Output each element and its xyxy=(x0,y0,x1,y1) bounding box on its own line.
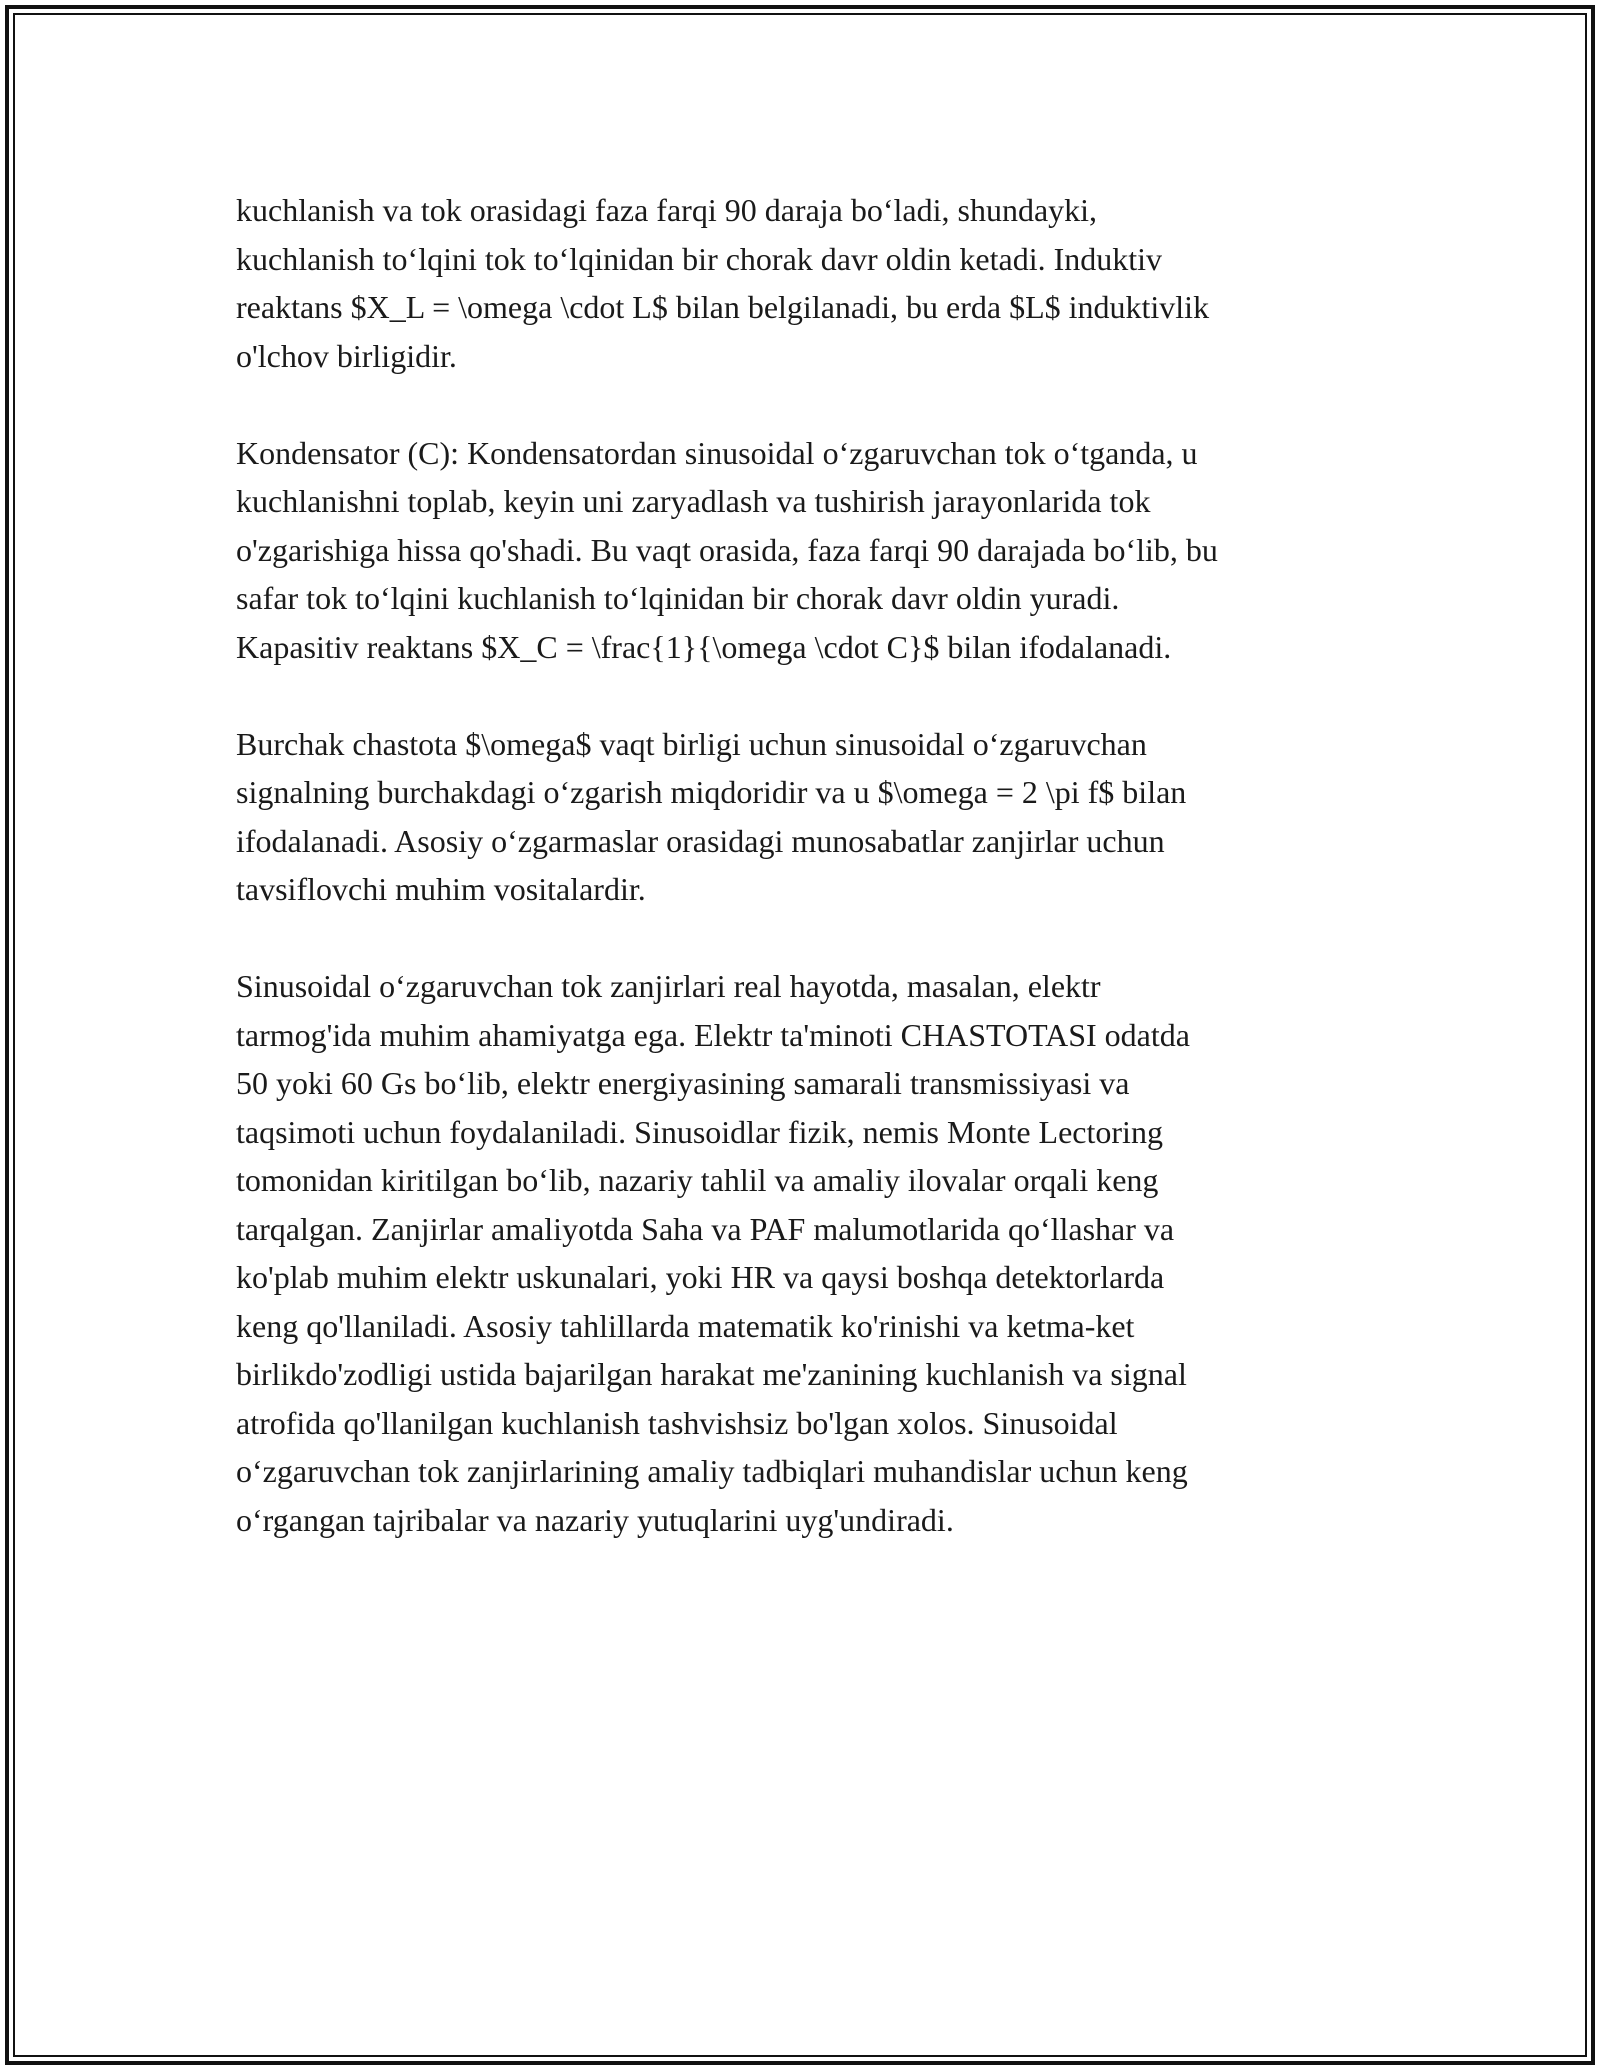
text-line: kuchlanish to‘lqini tok to‘lqinidan bir chorak davr oldin ketadi. Induktiv xyxy=(236,240,1163,277)
text-line: o'lchov birligidir. xyxy=(236,337,457,374)
paragraph-3 xyxy=(236,720,1366,914)
text-line: tarmog'ida muhim ahamiyatga ega. Elektr ta'minoti CHASTOTASI odatda xyxy=(236,1016,1190,1053)
text-line: Burchak chastota $\omega$ vaqt birligi uchun sinusoidal o‘zgaruvchan xyxy=(236,725,1147,762)
paragraph-2 xyxy=(236,429,1366,672)
text-line: tavsiflovchi muhim vositalardir. xyxy=(236,871,646,907)
text-line: atrofida qo'llanilgan kuchlanish tashvishsiz bo'lgan xolos. Sinusoidal xyxy=(236,1404,1118,1441)
text-line: Kondensator (C): Kondensatordan sinusoidal o‘zgaruvchan tok o‘tganda, u xyxy=(236,434,1198,471)
text-line: kuchlanish va tok orasidagi faza farqi 90 daraja bo‘ladi, shundayki, xyxy=(236,192,1098,228)
text-line: safar tok to‘lqini kuchlanish to‘lqinidan bir chorak davr oldin yuradi. xyxy=(236,580,1120,616)
document-body xyxy=(236,186,1366,1593)
paragraph-1 xyxy=(236,186,1366,380)
text-line: reaktans $X_L = \omega \cdot L$ bilan belgilanadi, bu erda $L$ induktivlik xyxy=(236,289,1210,325)
text-line: ifodalanadi. Asosiy o‘zgarmaslar orasidagi munosabatlar zanjirlar uchun xyxy=(236,822,1165,859)
text-line: signalning burchakdagi o‘zgarish miqdoridir va u $\omega = 2 \pi f$ bilan xyxy=(236,774,1187,810)
text-line: o‘rgangan tajribalar va nazariy yutuqlarini uyg'undiradi. xyxy=(236,1501,954,1538)
text-line: kuchlanishni toplab, keyin uni zaryadlash va tushirish jarayonlarida tok xyxy=(236,483,1151,519)
text-line: Kapasitiv reaktans $X_C = \frac{1}{\omega \cdot C}$ bilan ifodalanadi. xyxy=(236,628,1172,665)
text-line: keng qo'llaniladi. Asosiy tahlillarda matematik ko'rinishi va ketma-ket xyxy=(236,1307,1135,1344)
text-line: tomonidan kiritilgan bo‘lib, nazariy tahlil va amaliy ilovalar orqali keng xyxy=(236,1162,1159,1198)
text-line: tarqalgan. Zanjirlar amaliyotda Saha va PAF malumotlarida qo‘llashar va xyxy=(236,1210,1175,1247)
text-line: o'zgarishiga hissa qo'shadi. Bu vaqt orasida, faza farqi 90 darajada bo‘lib, bu xyxy=(236,531,1218,568)
text-line: ko'plab muhim elektr uskunalari, yoki HR va qaysi boshqa detektorlarda xyxy=(236,1259,1165,1295)
text-line: 50 yoki 60 Gs bo‘lib, elektr energiyasining samarali transmissiyasi va xyxy=(236,1065,1130,1101)
text-line: birlikdo'zodligi ustida bajarilgan harakat me'zanining kuchlanish va signal xyxy=(236,1356,1187,1392)
text-line: o‘zgaruvchan tok zanjirlarining amaliy tadbiqlari muhandislar uchun keng xyxy=(236,1453,1188,1489)
text-line: taqsimoti uchun foydalaniladi. Sinusoidlar fizik, nemis Monte Lectoring xyxy=(236,1113,1163,1150)
paragraph-4 xyxy=(236,962,1366,1544)
text-line: Sinusoidal o‘zgaruvchan tok zanjirlari real hayotda, masalan, elektr xyxy=(236,968,1101,1004)
